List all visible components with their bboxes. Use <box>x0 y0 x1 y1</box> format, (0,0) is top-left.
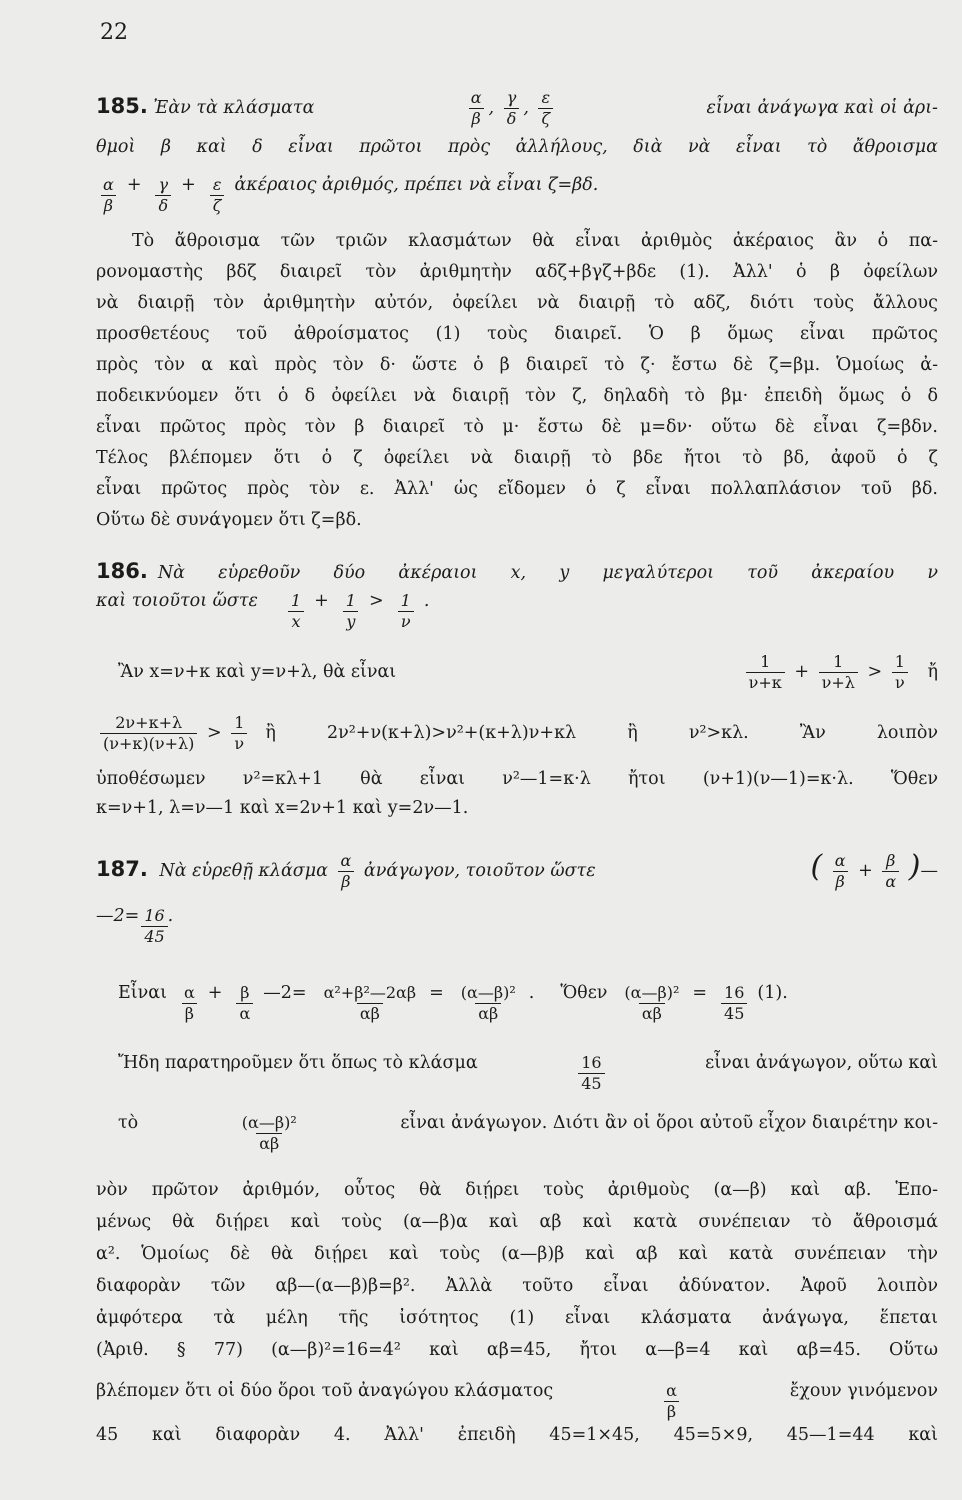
p187-body-5: ἀμφότερα τὰ μέλη τῆς ἰσότητος (1) εἶναι κλάσματα ἀνάγωγα, ἕπεται <box>96 1308 938 1328</box>
p185-body-8: Τέλος βλέπομεν ὅτι ὁ ζ ὀφείλει νὰ διαιρῇ τὸ βδε ἤτοι τὸ βδ, ἀφοῦ ὁ ζ <box>96 448 938 468</box>
p187-body-6: (Ἀριθ. § 77) (α—β)²=16=4² καὶ αβ=45, ἤτοι α—β=4 καὶ αβ=45. Οὕτω <box>96 1340 938 1360</box>
fraction-1-y: $\frac{1}{y}$ <box>343 591 359 632</box>
p187-number: 187. <box>96 857 148 881</box>
fraction-1-nu-b: $\frac{1}{\nu}$ <box>892 652 908 693</box>
p186-line-5: ὑποθέσωμεν ν²=κλ+1 θὰ εἶναι ν²—1=κ·λ ἤτοι (ν+1)(ν—1)=κ·λ. Ὅθεν <box>96 769 938 789</box>
p187-body-4: διαφορὰν τῶν αβ—(α—β)β=β². Ἀλλὰ τοῦτο εἶναι ἀδύνατον. Ἀφοῦ λοιπὸν <box>96 1276 938 1296</box>
fraction-b-over-a: $\frac{\beta}{\alpha}$ <box>882 851 899 892</box>
p185-body-5: πρὸς τὸν α καὶ πρὸς τὸν δ· ὥστε ὁ β διαιρεῖ τὸ ζ· ἔστω δὲ ζ=βμ. Ὁμοίως ἀ- <box>96 355 938 375</box>
p186-line-1: 186. Νὰ εὑρεθοῦν δύο ἀκέραιοι x, y μεγαλύτεροι τοῦ ἀκεραίου ν <box>96 559 938 583</box>
fraction-a-b-last: $\frac{\alpha}{\beta}$ <box>663 1381 680 1422</box>
fraction-g-d: $\frac{\gamma}{\delta}$ <box>504 88 520 129</box>
p187-line-b: βλέπομεν ὅτι οἱ δύο ὅροι τοῦ ἀναγώγου κλάσματος $\frac{\alpha}{\beta}$ ἔχουν γινόμενον <box>96 1381 938 1421</box>
fraction-16-45-b: $\frac{16}{45}$ <box>721 983 747 1024</box>
p185-body-6: ποδεικνύομεν ὅτι ὁ δ ὀφείλει νὰ διαιρῇ τὸν ζ, δηλαδὴ τὸ βμ· ἐπειδὴ ὅμως ὁ δ <box>96 386 938 406</box>
p185-body-7: εἶναι πρῶτος πρὸς τὸν β διαιρεῖ τὸ μ· ἔστω δὲ μ=δν· οὕτω δὲ εἶναι ζ=βδν. <box>96 417 938 437</box>
p185-body-3: νὰ διαιρῇ τὸν ἀριθμητὴν αὐτόν, ὀφείλει νὰ διαιρῇ τὸ αδζ, διότι τοὺς ἄλλους <box>96 293 938 313</box>
fraction-a-b: $\frac{\alpha}{\beta}$ <box>468 88 485 129</box>
fraction-sum-2: $\frac{\gamma}{\delta}$ <box>155 175 171 216</box>
p185-body-1: Τὸ ἄθροισμα τῶν τριῶν κλασμάτων θὰ εἶναι ἀριθμὸς ἀκέραιος ἂν ὁ πα- <box>132 231 938 251</box>
p185-number: 185. <box>96 94 148 118</box>
p186-line-4: $\frac{2\nu+\kappa+\lambda}{(\nu+\kappa)(\nu+\lambda)}$ > $\frac{1}{\nu}$ ἢ 2ν²+ν(κ+λ)>ν²+(κ+λ)ν+κλ ἢ ν²>κλ. Ἂν λοιπὸν <box>96 713 938 754</box>
p187-line-1: 187. Νὰ εὑρεθῇ κλάσμα $\frac{\alpha}{\beta}$ ἀνάγωγον, τοιοῦτον ὥστε ( $\frac{\alpha}{\beta}$ + $\frac{\beta}{\alpha}$ )— <box>96 849 938 891</box>
fraction-diff-sq-2: $\frac{\text{(α—β)²}}{\alpha\beta}$ <box>624 983 680 1023</box>
fraction-sum-1: $\frac{\alpha}{\beta}$ <box>100 175 117 216</box>
p186-number: 186. <box>96 559 148 583</box>
p185-body-10: Οὕτω δὲ συνάγομεν ὅτι ζ=βδ. <box>96 510 362 530</box>
p187-body-3: α². Ὁμοίως δὲ θὰ διῄρει καὶ τοὺς (α—β)β καὶ αβ καὶ κατὰ συνέπειαν τὴν <box>96 1244 938 1264</box>
p187-body-2: μένως θὰ διῄρει καὶ τοὺς (α—β)α καὶ αβ καὶ κατὰ συνέπειαν τὸ ἄθροισμά <box>96 1212 938 1232</box>
p185-body-2: ρονομαστὴς βδζ διαιρεῖ τὸν ἀριθμητὴν αδζ+βγζ+βδε (1). Ἀλλ' ὁ β ὀφείλων <box>96 262 938 282</box>
p186-line-3: Ἂν x=ν+κ καὶ y=ν+λ, θὰ εἶναι $\frac{1}{\nu+\kappa}$ + $\frac{1}{\nu+\lambda}$ > $\frac{1}{\nu}$ ἤ <box>118 652 938 692</box>
fraction-sum-3: $\frac{\varepsilon}{\zeta}$ <box>210 175 225 216</box>
fraction-1-nu-k: $\frac{1}{\nu+\kappa}$ <box>746 652 785 693</box>
fraction-diff-sq-3: $\frac{\text{(α—β)²}}{\alpha\beta}$ <box>241 1113 297 1153</box>
p187-line-3: Εἶναι $\frac{\alpha}{\beta}$ + $\frac{\beta}{\alpha}$ —2= $\frac{\text{α²+β²—2αβ}}{\alpha\beta}$ = $\frac{\text{(α—β)²}}{\alpha\beta}$ . Ὅθεν $\frac{\text{(α—β)²}}{\alpha\beta}$ = $\frac{16}{45}$ (1). <box>118 983 788 1023</box>
fraction-e-z: $\frac{\varepsilon}{\zeta}$ <box>538 88 553 129</box>
p187-last-line: 45 καὶ διαφορὰν 4. Ἀλλ' ἐπειδὴ 45=1×45, 45=5×9, 45—1=44 καὶ <box>96 1425 938 1445</box>
p186-line-2: καὶ τοιοῦτοι ὥστε $\frac{1}{x}$ + $\frac{1}{y}$ > $\frac{1}{\nu}$ . <box>96 591 430 631</box>
p185-body-4: προσθετέους τοῦ ἀθροίσματος (1) τοὺς διαιρεῖ. Ὁ β ὅμως εἶναι πρῶτος <box>96 324 938 344</box>
p187-line-2: —2= $\frac{16}{45}$ . <box>96 906 174 946</box>
fraction-1-nu-c: $\frac{1}{\nu}$ <box>231 713 247 754</box>
p187-line-4: Ἤδη παρατηροῦμεν ὅτι ὅπως τὸ κλάσμα $\frac{16}{45}$ εἶναι ἀνάγωγον, οὕτω καὶ <box>118 1053 938 1093</box>
fraction-a-b-e: $\frac{\alpha}{\beta}$ <box>181 983 198 1024</box>
fraction-1-nu-l: $\frac{1}{\nu+\lambda}$ <box>819 652 858 693</box>
p187-line-5: τὸ $\frac{\text{(α—β)²}}{\alpha\beta}$ εἶναι ἀνάγωγον. Διότι ἂν οἱ ὅροι αὐτοῦ εἶχον διαιρέτην κοι- <box>118 1113 938 1153</box>
p185-body-9: εἶναι πρῶτος πρὸς τὸν ε. Ἀλλ' ὡς εἴδομεν ὁ ζ εἶναι πολλαπλάσιον τοῦ βδ. <box>96 479 938 499</box>
p186-line-6: κ=ν+1, λ=ν—1 καὶ x=2ν+1 καὶ y=2ν—1. <box>96 798 469 818</box>
fraction-a-b-187: $\frac{\alpha}{\beta}$ <box>338 851 355 892</box>
fraction-sum-sq: $\frac{\text{α²+β²—2αβ}}{\alpha\beta}$ <box>323 983 417 1023</box>
p185-line-3: $\frac{\alpha}{\beta}$ + $\frac{\gamma}{\delta}$ + $\frac{\varepsilon}{\zeta}$ ἀκέραιος ἀριθμός, πρέπει νὰ εἶναι ζ=βδ. <box>96 174 938 216</box>
fraction-16-45: $\frac{16}{45}$ <box>141 906 167 947</box>
fraction-2nu-k-l: $\frac{2\nu+\kappa+\lambda}{(\nu+\kappa)(\nu+\lambda)}$ <box>100 713 197 754</box>
fraction-1-x: $\frac{1}{x}$ <box>288 591 304 632</box>
page-number: 22 <box>100 20 128 45</box>
fraction-16-45-c: $\frac{16}{45}$ <box>578 1053 604 1094</box>
fraction-diff-sq: $\frac{\text{(α—β)²}}{\alpha\beta}$ <box>460 983 516 1023</box>
fraction-a-over-b: $\frac{\alpha}{\beta}$ <box>832 851 849 892</box>
p185-line-2: θμοὶ β καὶ δ εἶναι πρῶτοι πρὸς ἀλλήλους, διὰ νὰ εἶναι τὸ ἄθροισμα <box>96 137 938 157</box>
p187-body-1: νὸν πρῶτον ἀριθμόν, οὗτος θὰ διῄρει τοὺς ἀριθμοὺς (α—β) καὶ αβ. Ἑπο- <box>96 1180 938 1200</box>
fraction-b-a-e: $\frac{\beta}{\alpha}$ <box>236 983 253 1024</box>
p185-line-1: 185. Ἐὰν τὰ κλάσματα $\frac{\alpha}{\beta}$ , $\frac{\gamma}{\delta}$ , $\frac{\varepsilon}{\zeta}$ εἶναι ἀνάγωγα καὶ οἱ ἀρι- <box>96 88 938 128</box>
fraction-1-nu: $\frac{1}{\nu}$ <box>398 591 414 632</box>
